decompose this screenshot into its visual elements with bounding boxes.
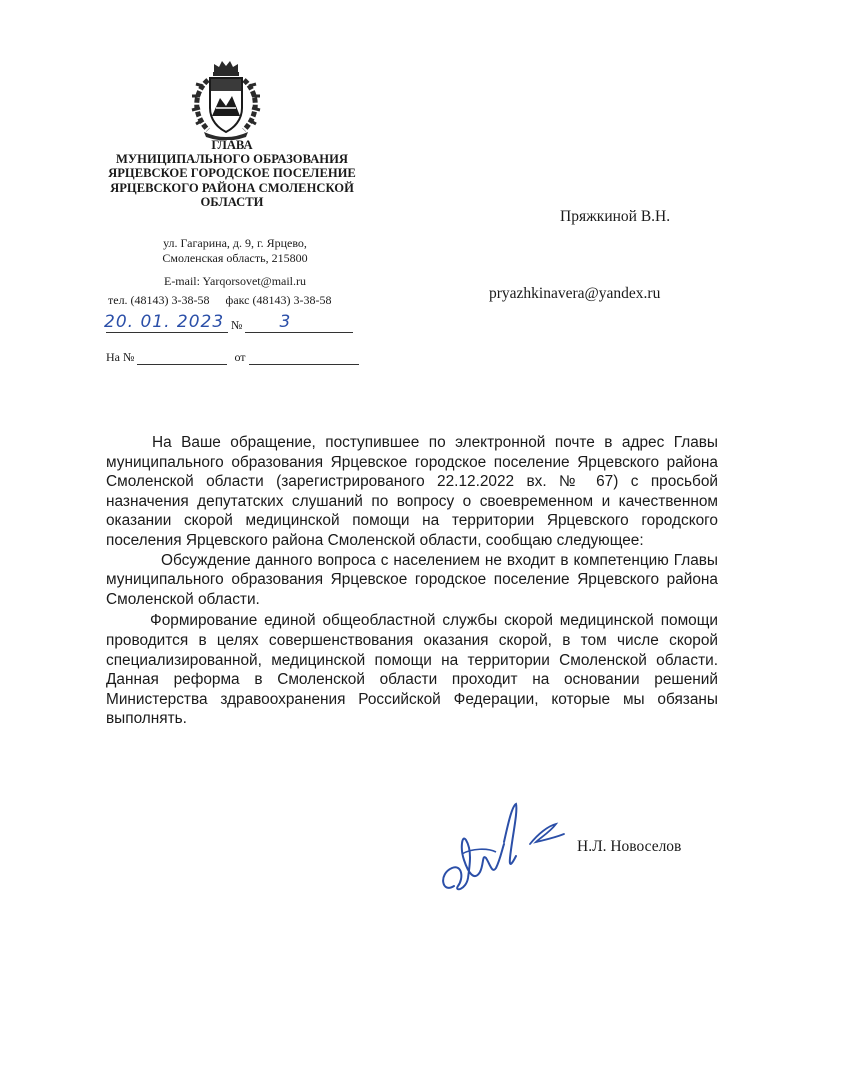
org-line: ЯРЦЕВСКОЕ ГОРОДСКОЕ ПОСЕЛЕНИЕ (108, 166, 356, 181)
org-line: ОБЛАСТИ (200, 194, 264, 209)
fax-number: факс (48143) 3-38-58 (225, 293, 332, 307)
handwritten-date: 20. 01. 2023 (104, 312, 225, 332)
address-region: Смоленская область, 215800 (162, 251, 308, 265)
handwritten-number: 3 (279, 312, 292, 332)
org-line: МУНИЦИПАЛЬНОГО ОБРАЗОВАНИЯ (116, 152, 348, 167)
phone-number: тел. (48143) 3-38-58 (108, 293, 210, 307)
recipient-name: Пряжкиной В.Н. (560, 208, 671, 225)
body-paragraph: Обсуждение данного вопроса с населением не входит в компетенцию Главы муниципального образования Ярцевское городское поселение Ярцевского района Смоленской области. (106, 551, 718, 608)
reference-number-field (137, 353, 227, 365)
date-field (104, 312, 228, 333)
coat-of-arms-icon (186, 58, 266, 140)
body-paragraph: Формирование единой общеобластной службы скорой медицинской помощи проводится в целях совершенствования оказания скорой, в том числе скорой специализированной, медицинской помощи на территории Смоленской области. Данная реформа в Смоленской области проходит на основании решений Министерства здравоохранения Российской Федерации, которые мы обязаны выполнять. (106, 612, 718, 728)
handwritten-signature (432, 798, 572, 903)
address-street: ул. Гагарина, д. 9, г. Ярцево, (163, 236, 307, 250)
reference-line (106, 350, 359, 365)
letterhead-email: E-mail: Yarqorsovet@mail.ru (163, 274, 307, 288)
reference-from-label: от (234, 350, 246, 364)
org-line: ГЛАВА (211, 138, 253, 152)
reference-date-field (249, 353, 359, 365)
org-line: ЯРЦЕВСКОГО РАЙОНА СМОЛЕНСКОЙ (110, 180, 354, 195)
recipient-email: pryazhkinavera@yandex.ru (489, 285, 661, 302)
body-paragraph: На Ваше обращение, поступившее по электронной почте в адрес Главы муниципального образования Ярцевское городское поселение Ярцевского района Смоленской области (зарегистрированого 22.12.2022 вх. № 67) с просьбой назначения депутатских слушаний по вопросу о своевременном и качественном оказании скорой медицинской помощи на территории Ярцевского городского поселения Ярцевского района Смоленской области, сообщаю следующее: (106, 434, 718, 549)
phone-fax-line (108, 293, 368, 308)
number-field (245, 312, 353, 333)
reference-label: На № (106, 350, 135, 364)
number-label: № (231, 318, 243, 332)
letter-body (106, 433, 718, 729)
signer-name: Н.Л. Новоселов (577, 838, 682, 855)
address-block (110, 236, 360, 266)
organization-title (96, 138, 368, 209)
outgoing-registration-line (104, 312, 353, 333)
